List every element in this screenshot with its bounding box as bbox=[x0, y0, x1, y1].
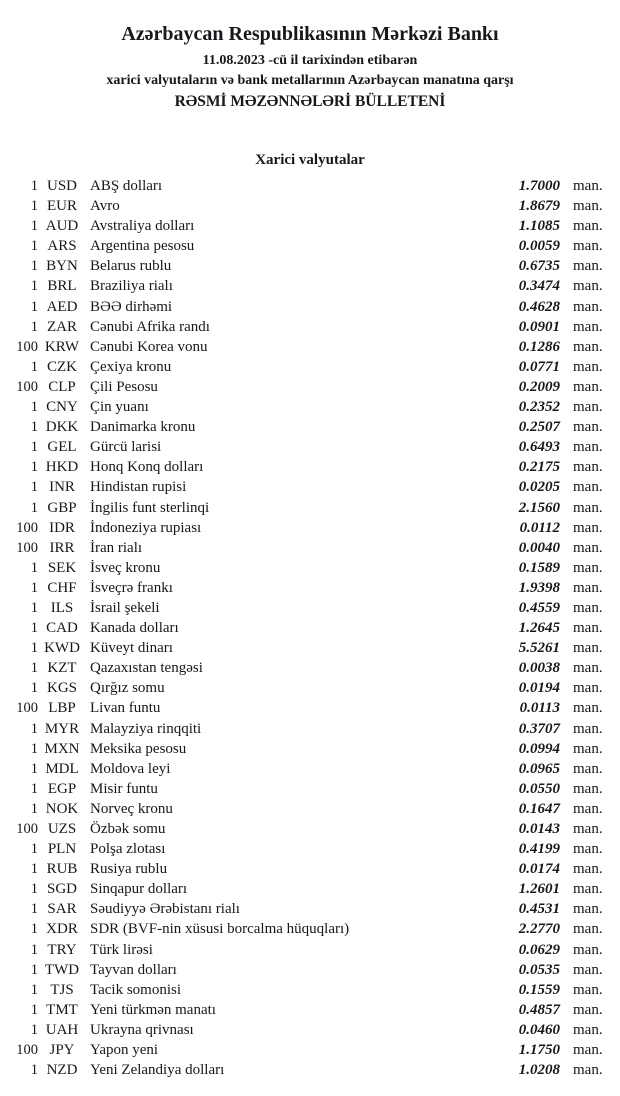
unit-cell: man. bbox=[573, 700, 603, 717]
unit-cell: man. bbox=[573, 660, 603, 677]
qty-cell: 100 bbox=[16, 539, 38, 556]
name-cell: Cənubi Korea vonu bbox=[90, 338, 208, 355]
unit-cell: man. bbox=[573, 620, 603, 637]
qty-cell: 1 bbox=[30, 318, 38, 335]
rate-cell: 0.4628 bbox=[518, 298, 560, 315]
bulletin-title: RƏSMİ MƏZƏNNƏLƏRİ BÜLLETENİ bbox=[174, 93, 446, 110]
unit-cell: man. bbox=[573, 961, 603, 978]
unit-cell: man. bbox=[573, 459, 603, 476]
rate-cell: 0.0965 bbox=[518, 760, 560, 777]
table-row bbox=[0, 638, 620, 658]
table-row bbox=[0, 899, 620, 919]
rate-cell: 1.1085 bbox=[518, 218, 560, 235]
code-cell: GBP bbox=[47, 499, 77, 516]
qty-cell: 1 bbox=[30, 1001, 38, 1018]
rate-cell: 0.0143 bbox=[518, 821, 560, 837]
code-cell: UAH bbox=[45, 1021, 79, 1038]
rate-cell: 0.2352 bbox=[518, 399, 560, 416]
name-cell: Özbək somu bbox=[90, 821, 166, 837]
rate-cell: 0.0059 bbox=[518, 238, 560, 255]
name-cell: Çexiya kronu bbox=[90, 358, 172, 375]
unit-cell: man. bbox=[573, 821, 603, 837]
table-row bbox=[0, 518, 620, 538]
name-cell: Yeni Zelandiya dolları bbox=[90, 1062, 225, 1079]
table-row bbox=[0, 397, 620, 417]
table-row bbox=[0, 477, 620, 497]
qty-cell: 1 bbox=[30, 479, 38, 496]
rate-cell: 5.5261 bbox=[518, 640, 560, 657]
qty-cell: 1 bbox=[30, 459, 38, 476]
unit-cell: man. bbox=[573, 599, 603, 616]
table-row bbox=[0, 457, 620, 477]
rate-cell: 0.4199 bbox=[518, 841, 560, 858]
code-cell: CAD bbox=[46, 620, 78, 637]
qty-cell: 1 bbox=[30, 399, 38, 416]
name-cell: Tacik somonisi bbox=[90, 981, 182, 998]
document-header bbox=[0, 22, 620, 111]
table-row bbox=[0, 658, 620, 678]
name-cell: İngilis funt sterlinqi bbox=[90, 499, 210, 516]
code-cell: USD bbox=[46, 178, 77, 194]
code-cell: ILS bbox=[50, 599, 74, 616]
code-cell: IDR bbox=[49, 519, 75, 536]
table-row bbox=[0, 578, 620, 598]
code-cell: KRW bbox=[44, 338, 80, 355]
table-row bbox=[0, 859, 620, 879]
code-cell: PLN bbox=[47, 841, 77, 858]
rate-cell: 0.0174 bbox=[518, 861, 560, 878]
unit-cell: man. bbox=[573, 921, 603, 938]
code-cell: MXN bbox=[44, 740, 80, 757]
qty-cell: 1 bbox=[30, 439, 38, 456]
unit-cell: man. bbox=[573, 1001, 603, 1018]
rate-cell: 1.7000 bbox=[518, 178, 560, 194]
qty-cell: 1 bbox=[30, 198, 38, 215]
rate-cell: 0.0535 bbox=[518, 961, 560, 978]
table-row bbox=[0, 357, 620, 377]
unit-cell: man. bbox=[573, 178, 603, 194]
code-cell: AUD bbox=[45, 218, 79, 235]
unit-cell: man. bbox=[573, 499, 603, 516]
code-cell: MYR bbox=[44, 720, 80, 737]
unit-cell: man. bbox=[573, 800, 603, 817]
rate-cell: 1.9398 bbox=[518, 579, 560, 596]
name-cell: Polşa zlotası bbox=[90, 841, 166, 858]
table-row bbox=[0, 377, 620, 397]
unit-cell: man. bbox=[573, 318, 603, 335]
name-cell: Kanada dolları bbox=[90, 620, 179, 637]
rate-cell: 0.4531 bbox=[518, 901, 560, 918]
rate-cell: 0.1647 bbox=[518, 800, 560, 817]
unit-cell: man. bbox=[573, 780, 603, 797]
qty-cell: 100 bbox=[16, 700, 38, 717]
table-row bbox=[0, 819, 620, 839]
name-cell: Moldova leyi bbox=[90, 760, 171, 777]
qty-cell: 1 bbox=[30, 278, 38, 295]
code-cell: CZK bbox=[47, 358, 77, 375]
bulletin-subtitle: xarici valyutaların və bank metallarının Azərbaycan manatına qarşı bbox=[106, 73, 514, 88]
unit-cell: man. bbox=[573, 419, 603, 436]
code-cell: TMT bbox=[46, 1001, 78, 1018]
qty-cell: 1 bbox=[30, 680, 38, 697]
exchange-rates-table bbox=[0, 176, 620, 1080]
unit-cell: man. bbox=[573, 519, 603, 536]
unit-cell: man. bbox=[573, 680, 603, 697]
bank-name-title: Azərbaycan Respublikasının Mərkəzi Bankı bbox=[121, 23, 499, 45]
name-cell: Avro bbox=[90, 198, 120, 215]
code-cell: XDR bbox=[46, 921, 78, 938]
code-cell: TJS bbox=[50, 981, 74, 998]
table-row bbox=[0, 618, 620, 638]
name-cell: Misir funtu bbox=[90, 780, 158, 797]
name-cell: BƏƏ dirhəmi bbox=[90, 298, 173, 315]
code-cell: CHF bbox=[47, 579, 77, 596]
qty-cell: 100 bbox=[16, 519, 38, 536]
unit-cell: man. bbox=[573, 559, 603, 576]
table-row bbox=[0, 538, 620, 558]
name-cell: Argentina pesosu bbox=[90, 238, 195, 255]
qty-cell: 1 bbox=[30, 258, 38, 275]
rate-cell: 0.0194 bbox=[518, 680, 560, 697]
table-row bbox=[0, 337, 620, 357]
unit-cell: man. bbox=[573, 881, 603, 898]
unit-cell: man. bbox=[573, 640, 603, 657]
qty-cell: 1 bbox=[30, 419, 38, 436]
code-cell: IRR bbox=[49, 539, 75, 556]
code-cell: RUB bbox=[46, 861, 78, 878]
rate-cell: 1.1750 bbox=[518, 1042, 560, 1059]
unit-cell: man. bbox=[573, 278, 603, 295]
table-row bbox=[0, 216, 620, 236]
code-cell: ARS bbox=[47, 238, 77, 255]
effective-date-line: 11.08.2023 -cü il tarixindən etibarən bbox=[202, 53, 418, 68]
name-cell: Malayziya rinqqiti bbox=[90, 720, 202, 737]
code-cell: AED bbox=[46, 298, 78, 315]
qty-cell: 1 bbox=[30, 238, 38, 255]
qty-cell: 1 bbox=[30, 660, 38, 677]
qty-cell: 1 bbox=[30, 720, 38, 737]
name-cell: Norveç kronu bbox=[90, 800, 173, 817]
table-row bbox=[0, 236, 620, 256]
rate-cell: 0.0460 bbox=[518, 1021, 560, 1038]
code-cell: LBP bbox=[48, 700, 76, 717]
name-cell: Meksika pesosu bbox=[90, 740, 187, 757]
table-row bbox=[0, 1020, 620, 1040]
name-cell: Qırğız somu bbox=[90, 680, 165, 697]
code-cell: TWD bbox=[44, 961, 80, 978]
table-row bbox=[0, 558, 620, 578]
qty-cell: 1 bbox=[30, 579, 38, 596]
unit-cell: man. bbox=[573, 1062, 603, 1079]
qty-cell: 1 bbox=[30, 861, 38, 878]
unit-cell: man. bbox=[573, 238, 603, 255]
unit-cell: man. bbox=[573, 338, 603, 355]
rate-cell: 0.0901 bbox=[518, 318, 560, 335]
section-title-foreign-currencies: Xarici valyutalar bbox=[255, 152, 365, 168]
rate-cell: 0.0113 bbox=[519, 700, 560, 717]
rate-cell: 0.1286 bbox=[518, 338, 560, 355]
qty-cell: 1 bbox=[30, 841, 38, 858]
table-row bbox=[0, 919, 620, 939]
unit-cell: man. bbox=[573, 1042, 603, 1059]
code-cell: MDL bbox=[45, 760, 79, 777]
qty-cell: 100 bbox=[16, 821, 38, 837]
code-cell: ZAR bbox=[47, 318, 77, 335]
rate-cell: 1.2601 bbox=[518, 881, 560, 898]
unit-cell: man. bbox=[573, 358, 603, 375]
qty-cell: 1 bbox=[30, 901, 38, 918]
qty-cell: 1 bbox=[30, 981, 38, 998]
rate-cell: 0.6493 bbox=[518, 439, 560, 456]
code-cell: SGD bbox=[46, 881, 77, 898]
qty-cell: 1 bbox=[30, 620, 38, 637]
table-row bbox=[0, 779, 620, 799]
name-cell: İsrail şekeli bbox=[90, 599, 160, 616]
rate-cell: 0.3474 bbox=[518, 278, 560, 295]
rate-cell: 0.0038 bbox=[518, 660, 560, 677]
code-cell: EGP bbox=[47, 780, 77, 797]
name-cell: Cənubi Afrika randı bbox=[90, 318, 210, 335]
rate-cell: 2.2770 bbox=[518, 921, 560, 938]
name-cell: Gürcü larisi bbox=[90, 439, 162, 456]
code-cell: SAR bbox=[47, 901, 77, 918]
code-cell: CLP bbox=[48, 378, 76, 395]
name-cell: Honq Konq dolları bbox=[90, 459, 204, 476]
code-cell: KWD bbox=[44, 640, 80, 657]
qty-cell: 100 bbox=[16, 338, 38, 355]
qty-cell: 1 bbox=[30, 1062, 38, 1079]
table-row bbox=[0, 799, 620, 819]
name-cell: İsveçrə frankı bbox=[90, 579, 173, 596]
table-row bbox=[0, 1000, 620, 1020]
code-cell: GEL bbox=[47, 439, 77, 456]
rate-cell: 0.4857 bbox=[518, 1001, 560, 1018]
unit-cell: man. bbox=[573, 198, 603, 215]
code-cell: NZD bbox=[46, 1062, 78, 1079]
qty-cell: 1 bbox=[30, 941, 38, 958]
rate-cell: 0.2175 bbox=[518, 459, 560, 476]
name-cell: Küveyt dinarı bbox=[90, 640, 173, 657]
unit-cell: man. bbox=[573, 439, 603, 456]
name-cell: ABŞ dolları bbox=[90, 178, 163, 194]
unit-cell: man. bbox=[573, 258, 603, 275]
qty-cell: 1 bbox=[30, 218, 38, 235]
unit-cell: man. bbox=[573, 218, 603, 235]
unit-cell: man. bbox=[573, 861, 603, 878]
code-cell: SEK bbox=[47, 559, 77, 576]
unit-cell: man. bbox=[573, 981, 603, 998]
unit-cell: man. bbox=[573, 378, 603, 395]
table-row bbox=[0, 940, 620, 960]
unit-cell: man. bbox=[573, 399, 603, 416]
name-cell: Çili Pesosu bbox=[90, 378, 158, 395]
rate-cell: 0.1589 bbox=[518, 559, 560, 576]
qty-cell: 100 bbox=[16, 378, 38, 395]
unit-cell: man. bbox=[573, 539, 603, 556]
name-cell: Qazaxıstan tengəsi bbox=[90, 660, 203, 677]
qty-cell: 1 bbox=[30, 1021, 38, 1038]
table-row bbox=[0, 176, 620, 196]
code-cell: BYN bbox=[46, 258, 78, 275]
code-cell: EUR bbox=[47, 198, 77, 215]
qty-cell: 1 bbox=[30, 559, 38, 576]
unit-cell: man. bbox=[573, 901, 603, 918]
code-cell: INR bbox=[49, 479, 75, 496]
rate-cell: 0.0629 bbox=[518, 941, 560, 958]
rate-cell: 0.0112 bbox=[519, 519, 560, 536]
table-row bbox=[0, 417, 620, 437]
rate-cell: 1.8679 bbox=[518, 198, 560, 215]
name-cell: İndoneziya rupiası bbox=[90, 519, 202, 536]
table-row bbox=[0, 839, 620, 859]
qty-cell: 1 bbox=[30, 740, 38, 757]
table-row bbox=[0, 678, 620, 698]
qty-cell: 100 bbox=[16, 1042, 38, 1059]
rate-cell: 0.3707 bbox=[518, 720, 560, 737]
unit-cell: man. bbox=[573, 740, 603, 757]
rate-cell: 1.0208 bbox=[518, 1062, 560, 1079]
rate-cell: 0.1559 bbox=[518, 981, 560, 998]
qty-cell: 1 bbox=[30, 499, 38, 516]
qty-cell: 1 bbox=[30, 640, 38, 657]
qty-cell: 1 bbox=[30, 780, 38, 797]
rate-cell: 1.2645 bbox=[518, 620, 560, 637]
code-cell: TRY bbox=[47, 941, 77, 958]
code-cell: DKK bbox=[45, 419, 79, 436]
unit-cell: man. bbox=[573, 579, 603, 596]
unit-cell: man. bbox=[573, 479, 603, 496]
name-cell: Yeni türkmən manatı bbox=[90, 1001, 216, 1018]
code-cell: BRL bbox=[47, 278, 77, 295]
table-row bbox=[0, 698, 620, 718]
unit-cell: man. bbox=[573, 941, 603, 958]
name-cell: Belarus rublu bbox=[90, 258, 172, 275]
qty-cell: 1 bbox=[30, 298, 38, 315]
table-row bbox=[0, 256, 620, 276]
name-cell: Avstraliya dolları bbox=[90, 218, 195, 235]
qty-cell: 1 bbox=[30, 178, 38, 194]
table-row bbox=[0, 196, 620, 216]
rate-cell: 0.4559 bbox=[518, 599, 560, 616]
table-row bbox=[0, 498, 620, 518]
qty-cell: 1 bbox=[30, 961, 38, 978]
rate-cell: 0.2507 bbox=[518, 419, 560, 436]
table-row bbox=[0, 1040, 620, 1060]
name-cell: Yapon yeni bbox=[90, 1042, 159, 1059]
qty-cell: 1 bbox=[30, 599, 38, 616]
qty-cell: 1 bbox=[30, 358, 38, 375]
rate-cell: 0.0550 bbox=[518, 780, 560, 797]
unit-cell: man. bbox=[573, 1021, 603, 1038]
name-cell: SDR (BVF-nin xüsusi borcalma hüquqları) bbox=[90, 921, 350, 938]
rate-cell: 0.0205 bbox=[518, 479, 560, 496]
rate-cell: 0.6735 bbox=[518, 258, 560, 275]
unit-cell: man. bbox=[573, 720, 603, 737]
name-cell: Rusiya rublu bbox=[90, 861, 168, 878]
table-row bbox=[0, 879, 620, 899]
name-cell: Sinqapur dolları bbox=[90, 881, 188, 898]
qty-cell: 1 bbox=[30, 881, 38, 898]
table-row bbox=[0, 297, 620, 317]
table-row bbox=[0, 960, 620, 980]
code-cell: CNY bbox=[46, 399, 78, 416]
table-row bbox=[0, 317, 620, 337]
name-cell: Çin yuanı bbox=[90, 399, 149, 416]
name-cell: Ukrayna qrivnası bbox=[90, 1021, 194, 1038]
code-cell: KGS bbox=[46, 680, 77, 697]
name-cell: Danimarka kronu bbox=[90, 419, 196, 436]
qty-cell: 1 bbox=[30, 800, 38, 817]
code-cell: JPY bbox=[49, 1042, 75, 1059]
name-cell: Tayvan dolları bbox=[90, 961, 177, 978]
table-row bbox=[0, 276, 620, 296]
name-cell: İsveç kronu bbox=[90, 559, 161, 576]
rate-cell: 0.2009 bbox=[518, 378, 560, 395]
name-cell: Braziliya rialı bbox=[90, 278, 173, 295]
table-row bbox=[0, 437, 620, 457]
qty-cell: 1 bbox=[30, 921, 38, 938]
table-row bbox=[0, 1060, 620, 1080]
table-row bbox=[0, 980, 620, 1000]
name-cell: İran rialı bbox=[90, 539, 143, 556]
unit-cell: man. bbox=[573, 841, 603, 858]
table-row bbox=[0, 759, 620, 779]
unit-cell: man. bbox=[573, 760, 603, 777]
table-row bbox=[0, 598, 620, 618]
name-cell: Hindistan rupisi bbox=[90, 479, 187, 496]
rate-cell: 2.1560 bbox=[518, 499, 560, 516]
rate-cell: 0.0040 bbox=[518, 539, 560, 556]
name-cell: Türk lirəsi bbox=[90, 941, 153, 958]
name-cell: Səudiyyə Ərəbistanı rialı bbox=[90, 901, 240, 918]
table-row bbox=[0, 739, 620, 759]
rate-cell: 0.0994 bbox=[518, 740, 560, 757]
unit-cell: man. bbox=[573, 298, 603, 315]
code-cell: KZT bbox=[47, 660, 77, 677]
code-cell: UZS bbox=[47, 821, 77, 837]
table-row bbox=[0, 719, 620, 739]
name-cell: Livan funtu bbox=[90, 700, 161, 717]
code-cell: HKD bbox=[45, 459, 79, 476]
code-cell: NOK bbox=[45, 800, 79, 817]
rate-cell: 0.0771 bbox=[518, 358, 560, 375]
qty-cell: 1 bbox=[30, 760, 38, 777]
